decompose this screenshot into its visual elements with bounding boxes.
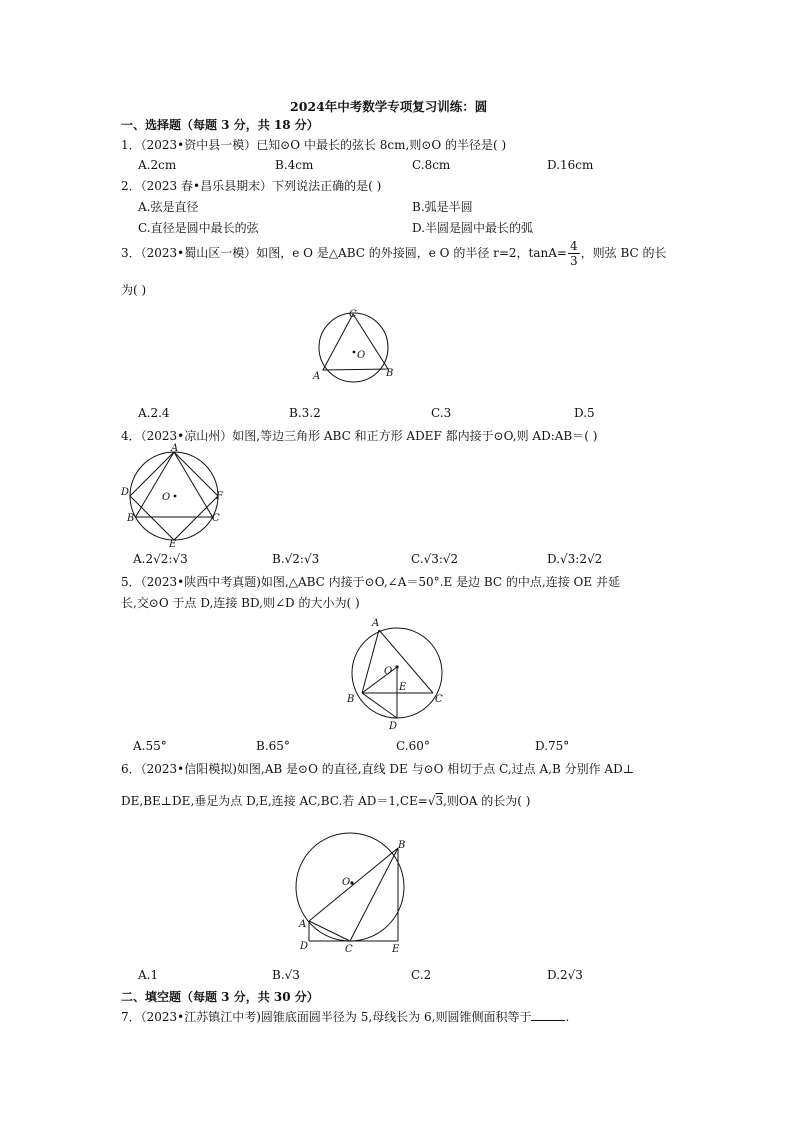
q4-label-c: C bbox=[212, 513, 220, 524]
q2-option-d: D.半圆是圆中最长的弧 bbox=[412, 221, 534, 235]
question-5-text-line2: 长,交⊙O 于点 D,连接 BD,则∠D 的大小为( ) bbox=[121, 596, 360, 610]
q2-option-c: C.直径是圆中最长的弦 bbox=[138, 221, 259, 235]
q1-option-c: C.8cm bbox=[412, 158, 451, 172]
q5-label-c: C bbox=[435, 694, 443, 705]
q6-line-ab bbox=[309, 848, 398, 921]
question-6-text-line2 bbox=[121, 792, 530, 809]
q6-sqrt-radicand: 3 bbox=[435, 794, 444, 808]
q5-center-dot bbox=[395, 665, 398, 668]
q3-label-o: O bbox=[357, 350, 366, 361]
q3-option-c: C.3 bbox=[431, 406, 452, 420]
q6-option-b: B.√3 bbox=[272, 968, 300, 982]
q5-option-c: C.60° bbox=[396, 739, 430, 753]
q6-option-d: D.2√3 bbox=[547, 968, 583, 982]
q6-center-dot bbox=[350, 881, 353, 884]
q4-option-d: D.√3:2√2 bbox=[547, 552, 603, 566]
q4-label-b: B bbox=[127, 513, 135, 524]
q6-figure bbox=[290, 835, 420, 960]
q3-text-before: 3．（2023•蜀山区一模）如图，e O 是△ABC 的外接圆，e O 的半径 r=2，tanA= bbox=[121, 246, 567, 260]
q4-label-o: O bbox=[162, 492, 171, 503]
q6-text-line2-after: ,则OA 的长为( ) bbox=[443, 794, 531, 808]
q5-label-a: A bbox=[372, 618, 380, 629]
question-3-text-line2: 为( ) bbox=[121, 283, 147, 297]
section-heading-fill: 二、填空题（每题 3 分，共 30 分） bbox=[121, 990, 319, 1004]
section-heading-choice: 一、选择题（每题 3 分，共 18 分） bbox=[121, 118, 319, 132]
q6-label-b: B bbox=[398, 840, 406, 851]
q3-circle bbox=[319, 313, 388, 382]
q3-text-after: ，则弦 BC 的长 bbox=[580, 246, 667, 260]
q1-option-b: B.4cm bbox=[275, 158, 314, 172]
q4-label-d: D bbox=[121, 487, 130, 498]
q1-option-a: A.2cm bbox=[138, 158, 177, 172]
question-5-text-line1: 5．（2023•陕西中考真题)如图,△ABC 内接于⊙O,∠A＝50°.E 是边 BC 的中点,连接 OE 并延 bbox=[121, 575, 620, 589]
question-4-text: 4．（2023•凉山州）如图,等边三角形 ABC 和正方形 ADEF 都内接于⊙O,则 AD:AB＝( ) bbox=[121, 429, 598, 443]
q4-option-c: C.√3:√2 bbox=[411, 552, 459, 566]
q5-label-o: O bbox=[384, 666, 393, 677]
q6-line-bc bbox=[350, 848, 398, 941]
q3-label-a: A bbox=[313, 371, 321, 382]
q2-option-a: A.弦是直径 bbox=[138, 200, 199, 214]
q3-fraction bbox=[568, 239, 580, 268]
q3-triangle bbox=[323, 314, 388, 370]
q7-text: 7．（2023•江苏镇江中考)圆锥底面圆半径为 5,母线长为 6,则圆锥侧面积等于 bbox=[121, 1010, 532, 1024]
q3-fraction-num: 4 bbox=[570, 239, 578, 253]
question-3-text bbox=[121, 239, 667, 268]
q3-fraction-den: 3 bbox=[570, 254, 578, 268]
q1-option-d: D.16cm bbox=[547, 158, 594, 172]
q3-option-a: A.2.4 bbox=[138, 406, 170, 420]
q5-option-d: D.75° bbox=[535, 739, 570, 753]
q5-option-a: A.55° bbox=[133, 739, 167, 753]
q5-label-e: E bbox=[399, 682, 407, 693]
q3-label-c: C bbox=[349, 309, 357, 320]
q5-line-ab bbox=[362, 630, 379, 693]
q4-option-b: B.√2:√3 bbox=[272, 552, 320, 566]
q3-label-b: B bbox=[386, 368, 394, 379]
q7-answer-blank[interactable] bbox=[531, 1008, 565, 1021]
q4-label-e: E bbox=[169, 539, 177, 550]
q3-figure bbox=[310, 305, 410, 390]
q4-figure bbox=[118, 443, 228, 550]
q6-option-a: A.1 bbox=[138, 968, 159, 982]
q6-text-line2-before: DE,BE⊥DE,垂足为点 D,E,连接 AC,BC.若 AD＝1,CE= bbox=[121, 794, 428, 808]
q4-label-f: F bbox=[216, 491, 223, 502]
question-7-text bbox=[121, 1008, 569, 1025]
q6-label-d: D bbox=[300, 941, 309, 952]
q5-label-b: B bbox=[347, 694, 355, 705]
q5-label-d: D bbox=[389, 721, 398, 732]
q6-sqrt: √3 bbox=[427, 794, 444, 808]
q7-end: . bbox=[565, 1010, 570, 1024]
q5-figure bbox=[342, 612, 452, 732]
q3-center-dot bbox=[353, 351, 356, 354]
q3-option-d: D.5 bbox=[574, 406, 595, 420]
q5-option-b: B.65° bbox=[256, 739, 290, 753]
q4-center-dot bbox=[174, 495, 177, 498]
q6-label-c: C bbox=[345, 944, 353, 955]
question-2-text: 2．（2023 春•昌乐县期末）下列说法正确的是( ) bbox=[121, 179, 382, 193]
page-title: 2024年中考数学专项复习训练：圆 bbox=[290, 99, 488, 114]
q6-line-ac bbox=[309, 921, 350, 941]
q2-option-b: B.弧是半圆 bbox=[412, 200, 473, 214]
q6-label-a: A bbox=[299, 919, 307, 930]
q4-option-a: A.2√2:√3 bbox=[133, 552, 188, 566]
q3-option-b: B.3.2 bbox=[289, 406, 321, 420]
question-6-text-line1: 6．（2023•信阳模拟)如图,AB 是⊙O 的直径,直线 DE 与⊙O 相切于点 C,过点 A,B 分别作 AD⊥ bbox=[121, 762, 634, 776]
q6-option-c: C.2 bbox=[411, 968, 432, 982]
question-1-text: 1．（2023•资中县一模）已知⊙O 中最长的弦长 8cm,则⊙O 的半径是( ) bbox=[121, 138, 507, 152]
q4-label-a: A bbox=[171, 443, 179, 454]
q6-label-o: O bbox=[342, 877, 351, 888]
q6-label-e: E bbox=[392, 944, 400, 955]
